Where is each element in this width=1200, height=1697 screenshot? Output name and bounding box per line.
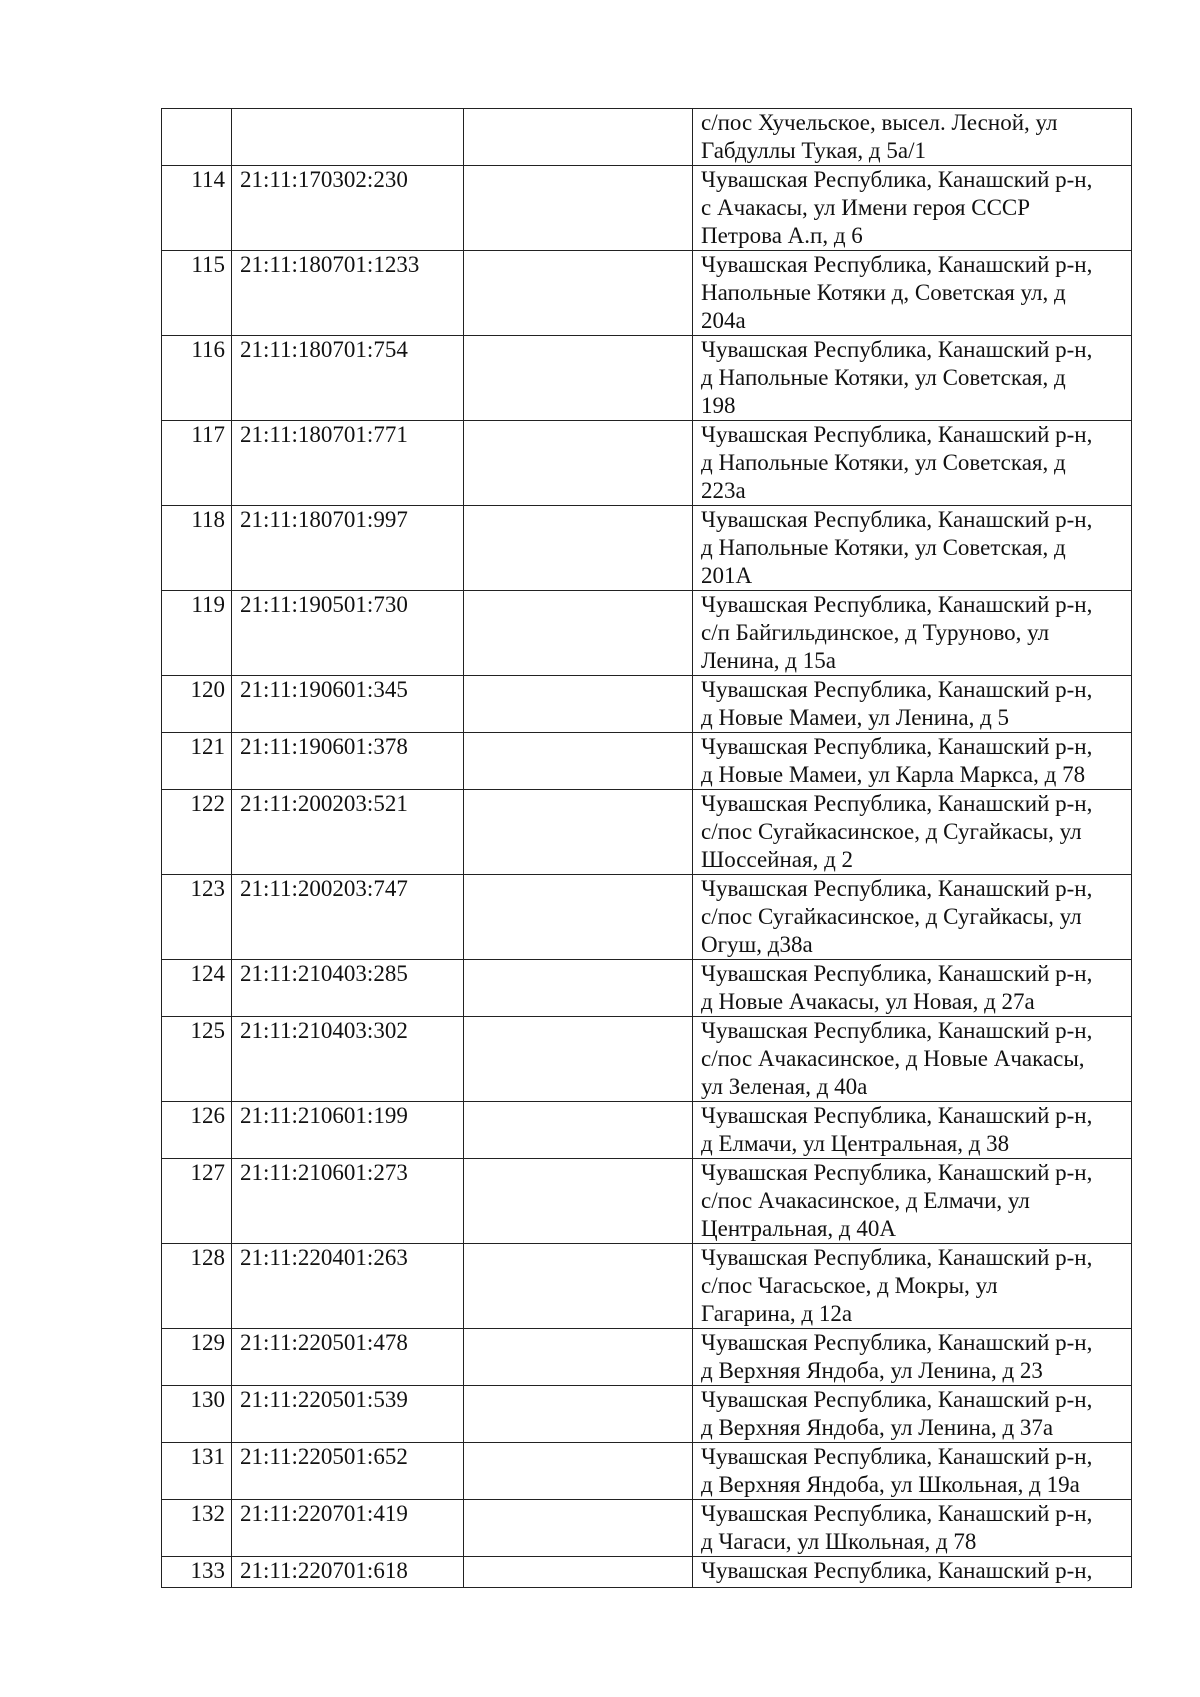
table-row <box>162 109 1132 166</box>
row-number-cell: 126 <box>162 1102 232 1159</box>
address-cell: Чувашская Республика, Канашский р-н, д Новые Мамеи, ул Ленина, д 5 <box>693 676 1132 733</box>
empty-cell <box>464 336 693 421</box>
empty-cell <box>464 251 693 336</box>
row-number-cell: 128 <box>162 1244 232 1329</box>
table-row <box>162 591 1132 676</box>
row-number-cell: 129 <box>162 1329 232 1386</box>
empty-cell <box>464 1500 693 1557</box>
empty-cell <box>464 506 693 591</box>
address-cell: Чувашская Республика, Канашский р-н, д Елмачи, ул Центральная, д 38 <box>693 1102 1132 1159</box>
cadastral-number-cell: 21:11:190601:345 <box>232 676 464 733</box>
empty-cell <box>464 790 693 875</box>
cadastral-number-cell: 21:11:210403:302 <box>232 1017 464 1102</box>
table-row <box>162 1102 1132 1159</box>
cadastral-number-cell: 21:11:220501:478 <box>232 1329 464 1386</box>
address-cell: Чувашская Республика, Канашский р-н, с/п Байгильдинское, д Туруново, ул Ленина, д 15а <box>693 591 1132 676</box>
cadastral-number-cell: 21:11:210601:273 <box>232 1159 464 1244</box>
cadastral-number-cell: 21:11:220501:539 <box>232 1386 464 1443</box>
empty-cell <box>464 960 693 1017</box>
table-row <box>162 166 1132 251</box>
row-number-cell: 125 <box>162 1017 232 1102</box>
cadastral-number-cell: 21:11:180701:1233 <box>232 251 464 336</box>
empty-cell <box>464 733 693 790</box>
cadastral-number-cell: 21:11:210601:199 <box>232 1102 464 1159</box>
address-cell: с/пос Хучельское, высел. Лесной, ул Габдуллы Тукая, д 5а/1 <box>693 109 1132 166</box>
address-cell: Чувашская Республика, Канашский р-н, с/пос Ачакасинское, д Елмачи, ул Центральная, д 40А <box>693 1159 1132 1244</box>
row-number-cell: 116 <box>162 336 232 421</box>
empty-cell <box>464 421 693 506</box>
cadastral-number-cell: 21:11:220401:263 <box>232 1244 464 1329</box>
cadastral-number-cell <box>232 109 464 166</box>
address-cell: Чувашская Республика, Канашский р-н, д Напольные Котяки, ул Советская, д 223а <box>693 421 1132 506</box>
cadastral-number-cell: 21:11:210403:285 <box>232 960 464 1017</box>
address-cell: Чувашская Республика, Канашский р-н, д Верхняя Яндоба, ул Ленина, д 23 <box>693 1329 1132 1386</box>
table-row <box>162 1500 1132 1557</box>
row-number-cell <box>162 109 232 166</box>
cadastral-number-cell: 21:11:180701:771 <box>232 421 464 506</box>
row-number-cell: 122 <box>162 790 232 875</box>
address-cell: Чувашская Республика, Канашский р-н, д Новые Ачакасы, ул Новая, д 27а <box>693 960 1132 1017</box>
table-row <box>162 336 1132 421</box>
table-row <box>162 1443 1132 1500</box>
empty-cell <box>464 1329 693 1386</box>
table-row <box>162 875 1132 960</box>
empty-cell <box>464 109 693 166</box>
row-number-cell: 123 <box>162 875 232 960</box>
empty-cell <box>464 1102 693 1159</box>
address-cell: Чувашская Республика, Канашский р-н, д Чагаси, ул Школьная, д 78 <box>693 1500 1132 1557</box>
cadastral-number-cell: 21:11:200203:747 <box>232 875 464 960</box>
table-row <box>162 1557 1132 1588</box>
row-number-cell: 133 <box>162 1557 232 1588</box>
table-row <box>162 251 1132 336</box>
address-cell: Чувашская Республика, Канашский р-н, д Напольные Котяки, ул Советская, д 198 <box>693 336 1132 421</box>
row-number-cell: 132 <box>162 1500 232 1557</box>
table-row <box>162 1329 1132 1386</box>
cadastral-number-cell: 21:11:220501:652 <box>232 1443 464 1500</box>
table-row <box>162 421 1132 506</box>
row-number-cell: 127 <box>162 1159 232 1244</box>
table-row <box>162 506 1132 591</box>
empty-cell <box>464 1159 693 1244</box>
address-cell: Чувашская Республика, Канашский р-н, д Верхняя Яндоба, ул Школьная, д 19а <box>693 1443 1132 1500</box>
table-row <box>162 733 1132 790</box>
empty-cell <box>464 166 693 251</box>
table-row <box>162 1159 1132 1244</box>
cadastral-number-cell: 21:11:190601:378 <box>232 733 464 790</box>
empty-cell <box>464 1443 693 1500</box>
cadastral-number-cell: 21:11:170302:230 <box>232 166 464 251</box>
row-number-cell: 119 <box>162 591 232 676</box>
table-row <box>162 1017 1132 1102</box>
row-number-cell: 124 <box>162 960 232 1017</box>
row-number-cell: 117 <box>162 421 232 506</box>
empty-cell <box>464 676 693 733</box>
empty-cell <box>464 1017 693 1102</box>
table-row <box>162 676 1132 733</box>
table-row <box>162 960 1132 1017</box>
cadastral-number-cell: 21:11:220701:618 <box>232 1557 464 1588</box>
address-cell: Чувашская Республика, Канашский р-н, д Напольные Котяки, ул Советская, д 201А <box>693 506 1132 591</box>
row-number-cell: 120 <box>162 676 232 733</box>
address-cell: Чувашская Республика, Канашский р-н, д Новые Мамеи, ул Карла Маркса, д 78 <box>693 733 1132 790</box>
empty-cell <box>464 1244 693 1329</box>
registry-table-body <box>162 109 1132 1588</box>
row-number-cell: 130 <box>162 1386 232 1443</box>
empty-cell <box>464 591 693 676</box>
row-number-cell: 114 <box>162 166 232 251</box>
row-number-cell: 118 <box>162 506 232 591</box>
address-cell: Чувашская Республика, Канашский р-н, Напольные Котяки д, Советская ул, д 204а <box>693 251 1132 336</box>
address-cell: Чувашская Республика, Канашский р-н, с/пос Сугайкасинское, д Сугайкасы, ул Огуш, д38а <box>693 875 1132 960</box>
address-cell: Чувашская Республика, Канашский р-н, с Ачакасы, ул Имени героя СССР Петрова А.п, д 6 <box>693 166 1132 251</box>
table-row <box>162 1244 1132 1329</box>
address-cell: Чувашская Республика, Канашский р-н, с/пос Чагасьское, д Мокры, ул Гагарина, д 12а <box>693 1244 1132 1329</box>
empty-cell <box>464 1386 693 1443</box>
empty-cell <box>464 875 693 960</box>
address-cell: Чувашская Республика, Канашский р-н, д Верхняя Яндоба, ул Ленина, д 37а <box>693 1386 1132 1443</box>
row-number-cell: 131 <box>162 1443 232 1500</box>
property-registry-table <box>161 108 1132 1588</box>
cadastral-number-cell: 21:11:180701:997 <box>232 506 464 591</box>
empty-cell <box>464 1557 693 1588</box>
row-number-cell: 115 <box>162 251 232 336</box>
cadastral-number-cell: 21:11:200203:521 <box>232 790 464 875</box>
table-row <box>162 1386 1132 1443</box>
table-row <box>162 790 1132 875</box>
address-cell: Чувашская Республика, Канашский р-н, с/пос Сугайкасинское, д Сугайкасы, ул Шоссейная, д 2 <box>693 790 1132 875</box>
cadastral-number-cell: 21:11:190501:730 <box>232 591 464 676</box>
cadastral-number-cell: 21:11:180701:754 <box>232 336 464 421</box>
row-number-cell: 121 <box>162 733 232 790</box>
address-cell: Чувашская Республика, Канашский р-н, с/пос Ачакасинское, д Новые Ачакасы, ул Зеленая, д 40а <box>693 1017 1132 1102</box>
cadastral-number-cell: 21:11:220701:419 <box>232 1500 464 1557</box>
address-cell: Чувашская Республика, Канашский р-н, <box>693 1557 1132 1588</box>
